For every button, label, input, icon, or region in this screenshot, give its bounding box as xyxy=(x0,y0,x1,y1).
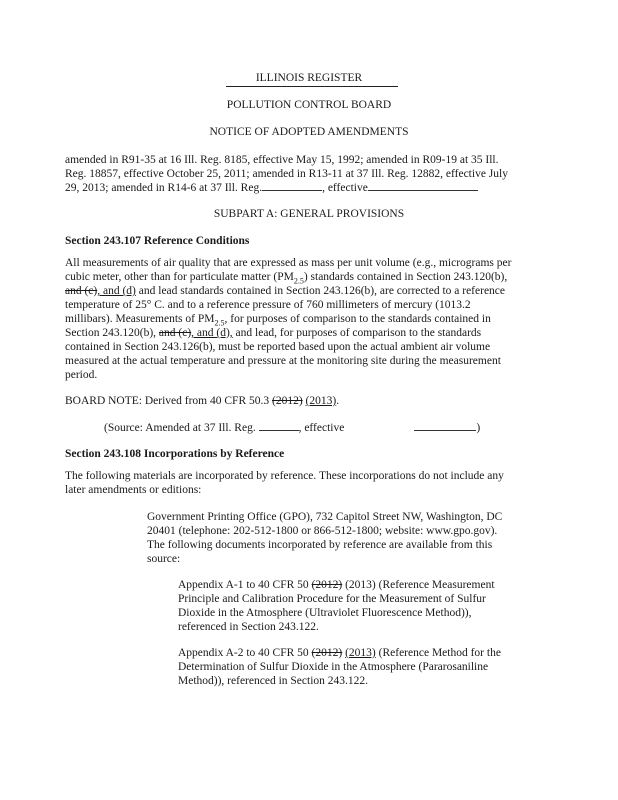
source-text: , effective xyxy=(298,422,345,434)
appendix-text: (2013) (Reference Measurement xyxy=(342,579,495,591)
board-title: POLLUTION CONTROL BOARD xyxy=(226,99,392,111)
inserted-text: (2013) xyxy=(305,395,337,407)
appendix-line: Principle and Calibration Procedure for the Measurement of Sulfur xyxy=(178,593,486,605)
body-text: millibars). Measurements of PM xyxy=(65,313,215,325)
body-line: later amendments or editions: xyxy=(65,484,202,496)
source-note xyxy=(104,421,480,435)
deleted-text: and (c) xyxy=(65,285,98,297)
pm-subscript: 2.5 xyxy=(293,276,304,286)
history-line: Reg. 18857, effective October 25, 2011; amended in R13-11 at 37 Ill. Reg. 12882, effective July xyxy=(65,168,508,180)
inserted-text: , and (d), xyxy=(191,327,233,339)
appendix-line: Determination of Sulfur Dioxide in the Atmosphere (Pararosaniline xyxy=(178,661,489,673)
history-line xyxy=(65,181,478,195)
history-text: , effective xyxy=(322,182,368,194)
note-text: . xyxy=(336,395,340,407)
body-text: , for purposes of comparison to the standards contained in xyxy=(224,313,491,325)
body-line xyxy=(65,326,481,340)
body-text: cubic meter, other than for particulate matter (PM xyxy=(65,271,294,283)
body-line xyxy=(65,270,507,284)
appendix-line xyxy=(178,578,495,592)
blank-line xyxy=(262,181,322,191)
subpart-heading: SUBPART A: GENERAL PROVISIONS xyxy=(213,208,405,220)
body-line: All measurements of air quality that are expressed as mass per unit volume (e.g., micrograms per xyxy=(65,257,512,269)
body-text: and lead, for purposes of comparison to the standards xyxy=(232,327,482,339)
appendix-text: (Reference Method for the xyxy=(375,647,501,659)
source-text: (Source: Amended at 37 Ill. Reg. xyxy=(104,422,256,434)
gpo-line: The following documents incorporated by reference are available from this xyxy=(147,539,493,551)
appendix-line: referenced in Section 243.122. xyxy=(178,621,319,633)
body-line: The following materials are incorporated by reference. These incorporations do not include any xyxy=(65,470,504,482)
appendix-line xyxy=(178,646,501,660)
inserted-text: (2013) xyxy=(345,647,376,659)
body-line xyxy=(65,312,491,326)
body-line: measured at the actual temperature and pressure at the monitoring site during the measurement xyxy=(65,355,501,367)
appendix-text: Appendix A-2 to 40 CFR 50 xyxy=(178,647,312,659)
register-title: ILLINOIS REGISTER xyxy=(255,72,363,84)
body-text: Section 243.120(b), xyxy=(65,327,159,339)
deleted-text: and (c) xyxy=(158,327,192,339)
body-line: temperature of 25° C. and to a reference pressure of 760 millimeters of mercury (1013.2 xyxy=(65,299,471,311)
notice-title: NOTICE OF ADOPTED AMENDMENTS xyxy=(209,126,409,138)
body-line xyxy=(65,284,505,298)
source-text: ) xyxy=(476,422,481,434)
board-note xyxy=(65,394,339,408)
body-text: ) standards contained in Section 243.120(b), xyxy=(303,271,508,283)
history-line: amended in R91-35 at 16 Ill. Reg. 8185, effective May 15, 1992; amended in R09-19 at 35 Ill. xyxy=(65,154,499,166)
deleted-text: (2012) xyxy=(311,647,343,659)
history-text: 29, 2013; amended in R14-6 at 37 Ill. Reg. xyxy=(65,182,263,194)
appendix-line: Dioxide in the Atmosphere (Ultraviolet Fluorescence Method)), xyxy=(178,607,472,619)
note-text: BOARD NOTE: Derived from 40 CFR 50.3 xyxy=(65,395,272,407)
section-108-heading: Section 243.108 Incorporations by Reference xyxy=(65,448,285,460)
blank-line xyxy=(414,421,476,431)
gpo-line: source: xyxy=(147,553,181,565)
pm-subscript: 2.5 xyxy=(214,318,225,328)
blank-line xyxy=(368,181,478,191)
appendix-text: Appendix A-1 to 40 CFR 50 xyxy=(178,579,312,591)
title-rule xyxy=(226,86,398,87)
inserted-text: , and (d) xyxy=(97,285,136,297)
gpo-line: Government Printing Office (GPO), 732 Capitol Street NW, Washington, DC xyxy=(147,511,503,523)
body-line: period. xyxy=(65,369,98,381)
section-107-heading: Section 243.107 Reference Conditions xyxy=(65,235,250,247)
gpo-line: 20401 (telephone: 202-512-1800 or 866-512-1800; website: www.gpo.gov). xyxy=(147,525,498,537)
appendix-line: Method)), referenced in Section 243.122. xyxy=(178,675,369,687)
body-text: and lead standards contained in Section 243.126(b), are corrected to a reference xyxy=(135,285,506,297)
blank-line xyxy=(259,421,299,431)
deleted-text: (2012) xyxy=(311,579,343,591)
body-line: contained in Section 243.126(b), must be reported based upon the actual ambient air volume xyxy=(65,341,491,353)
deleted-text: (2012) xyxy=(272,395,303,407)
